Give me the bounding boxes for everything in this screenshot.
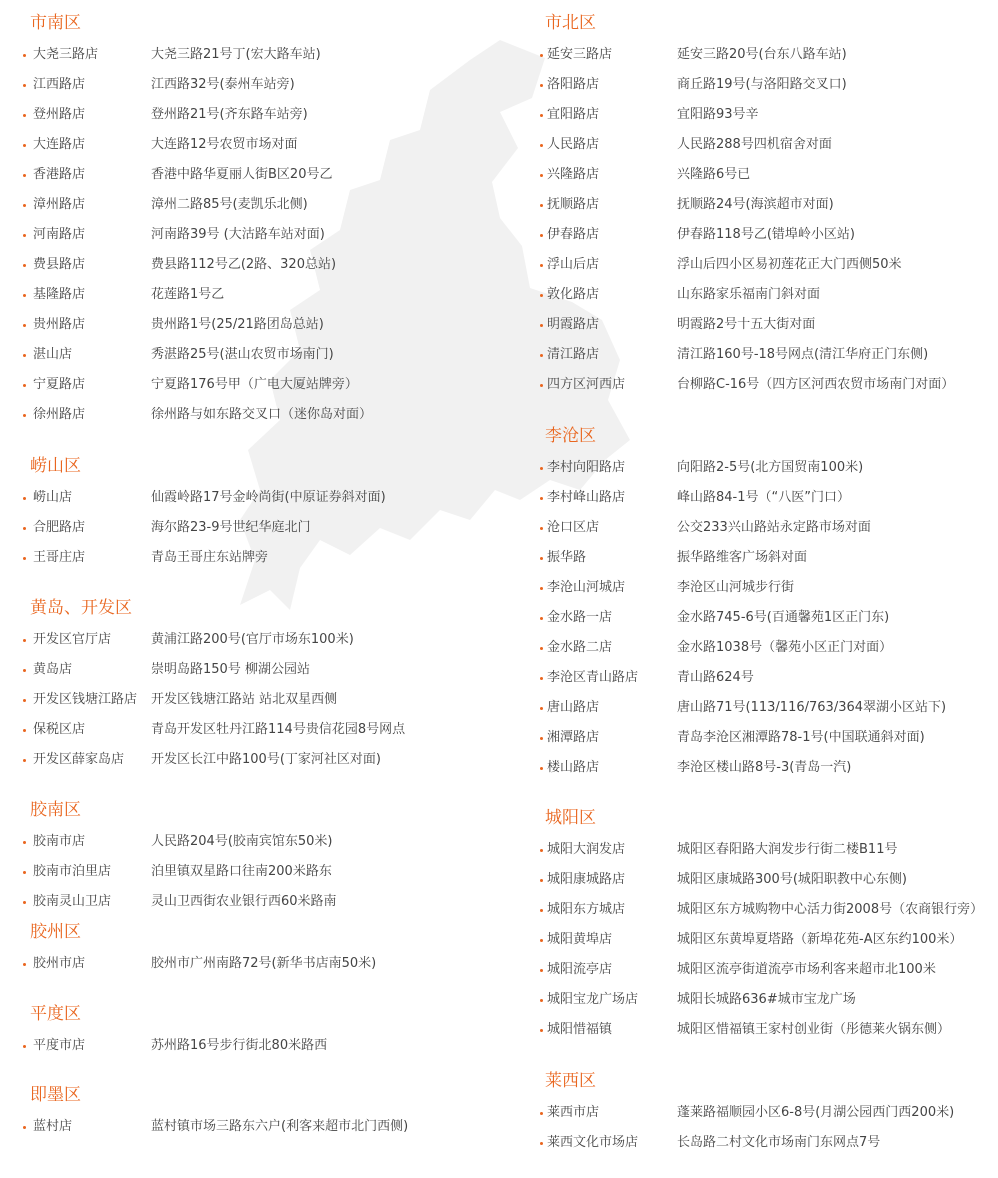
bullet-dot-icon [540,384,543,387]
store-item [0,543,500,573]
store-name: 河南路店 [33,227,86,242]
store-address: 峰山路84-1号（“八医”门口） [677,490,850,505]
store-list [0,949,500,979]
store-name: 清江路店 [547,347,600,362]
bullet-dot-icon [23,204,26,207]
district-title: 胶州区 [30,922,81,942]
store-address: 青岛开发区牡丹江路114号贵信花园8号网点 [151,722,406,737]
bullet-dot-icon [540,264,543,267]
store-item [0,949,500,979]
bullet-dot-icon [23,264,26,267]
store-address: 费县路112号乙(2路、320总站) [151,257,337,272]
bullet-dot-icon [23,114,26,117]
store-item [0,310,500,340]
store-address: 胶州市广州南路72号(新华书店南50米) [151,956,377,971]
bullet-dot-icon [540,174,543,177]
district-block [516,425,998,783]
store-item [0,160,500,190]
store-item [516,340,998,370]
store-address: 登州路21号(齐东路车站旁) [151,107,308,122]
store-name: 江西路店 [33,77,86,92]
store-address: 仙霞岭路17号金岭尚街(中原证券斜对面) [151,490,386,505]
store-address: 人民路204号(胶南宾馆东50米) [151,834,333,849]
store-list [516,453,998,783]
store-item [516,370,998,400]
store-address: 贵州路1号(25/21路团岛总站) [151,317,324,332]
store-item [516,835,998,865]
store-name: 大尧三路店 [33,47,99,62]
store-address: 金水路1038号（馨苑小区正门对面） [677,640,893,655]
district-title: 市北区 [545,13,596,33]
bullet-dot-icon [540,909,543,912]
bullet-dot-icon [540,879,543,882]
store-name: 胶州市店 [33,956,86,971]
store-address: 振华路维客广场斜对面 [677,550,808,565]
store-name: 李沧区青山路店 [547,670,639,685]
store-address: 河南路39号 (大沽路车站对面) [151,227,325,242]
store-name: 抚顺路店 [547,197,600,212]
store-address: 开发区钱塘江路站 站北双星西侧 [151,692,338,707]
bullet-dot-icon [540,557,543,560]
store-address: 江西路32号(泰州车站旁) [151,77,295,92]
district-block [0,455,500,573]
store-address: 宜阳路93号辛 [677,107,759,122]
bullet-dot-icon [23,144,26,147]
bullet-dot-icon [23,901,26,904]
store-item [0,130,500,160]
store-address: 山东路家乐福南门斜对面 [677,287,821,302]
store-item [516,573,998,603]
bullet-dot-icon [23,639,26,642]
district-title: 即墨区 [30,1085,81,1105]
bullet-dot-icon [23,354,26,357]
store-name: 开发区官厅店 [33,632,112,647]
district-block [0,799,500,917]
store-name: 宁夏路店 [33,377,86,392]
bullet-dot-icon [23,174,26,177]
store-item [516,130,998,160]
store-item [0,250,500,280]
store-address: 城阳区惜福镇王家村创业街（彤德莱火锅东侧） [677,1022,951,1037]
store-address: 漳州二路85号(麦凯乐北侧) [151,197,308,212]
bullet-dot-icon [540,114,543,117]
store-name: 振华路 [547,550,587,565]
store-name: 合肥路店 [33,520,86,535]
store-address: 城阳区东方城购物中心活力街2008号（农商银行旁） [677,902,984,917]
store-address: 大连路12号农贸市场对面 [151,137,298,152]
store-item [0,220,500,250]
store-item [516,925,998,955]
store-name: 王哥庄店 [33,550,86,565]
store-address: 浮山后四小区易初莲花正大门西侧50米 [677,257,902,272]
district-block [516,807,998,1045]
store-name: 香港路店 [33,167,86,182]
store-address: 开发区长江中路100号(丁家河社区对面) [151,752,381,767]
store-name: 人民路店 [547,137,600,152]
bullet-dot-icon [540,204,543,207]
store-item [516,985,998,1015]
store-item [0,887,500,917]
store-name: 李村峰山路店 [547,490,626,505]
district-title: 城阳区 [545,808,596,828]
bullet-dot-icon [540,767,543,770]
store-item [516,40,998,70]
store-address: 商丘路19号(与洛阳路交叉口) [677,77,847,92]
store-address: 城阳区康城路300号(城阳职教中心东侧) [677,872,907,887]
bullet-dot-icon [540,527,543,530]
bullet-dot-icon [540,677,543,680]
store-name: 胶南市店 [33,834,86,849]
store-item [0,745,500,775]
store-item [0,827,500,857]
store-address: 城阳区东黄埠夏塔路（新埠花苑-A区东约100米） [677,932,963,947]
store-name: 黄岛店 [33,662,73,677]
district-block [0,597,500,775]
store-item [516,895,998,925]
district-block [0,12,500,430]
store-item [0,857,500,887]
district-title: 黄岛、开发区 [30,598,132,618]
store-item [516,723,998,753]
store-list [0,1031,500,1061]
store-item [516,955,998,985]
store-list [516,40,998,400]
store-name: 胶南灵山卫店 [33,894,112,909]
store-item [516,280,998,310]
store-list [516,835,998,1045]
bullet-dot-icon [540,354,543,357]
store-item [516,100,998,130]
store-name: 李村向阳路店 [547,460,626,475]
store-name: 基隆路店 [33,287,86,302]
store-item [0,1031,500,1061]
store-list [0,40,500,430]
store-item [516,865,998,895]
bullet-dot-icon [540,617,543,620]
bullet-dot-icon [540,467,543,470]
bullet-dot-icon [540,1029,543,1032]
store-name: 保税区店 [33,722,86,737]
bullet-dot-icon [23,54,26,57]
store-address: 延安三路20号(台东八路车站) [677,47,847,62]
store-item [516,1015,998,1045]
store-item [516,543,998,573]
bullet-dot-icon [23,669,26,672]
store-address: 蓝村镇市场三路东六户(利客来超市北门西侧) [151,1119,409,1134]
store-name: 明霞路店 [547,317,600,332]
bullet-dot-icon [540,969,543,972]
store-item [0,190,500,220]
store-name: 浮山后店 [547,257,600,272]
store-name: 城阳东方城店 [547,902,626,917]
store-name: 大连路店 [33,137,86,152]
store-name: 唐山路店 [547,700,600,715]
bullet-dot-icon [23,497,26,500]
bullet-dot-icon [540,497,543,500]
district-title: 李沧区 [545,426,596,446]
bullet-dot-icon [540,84,543,87]
store-item [516,1098,998,1128]
store-item [0,370,500,400]
store-name: 宜阳路店 [547,107,600,122]
bullet-dot-icon [23,234,26,237]
bullet-dot-icon [23,759,26,762]
store-address: 长岛路二村文化市场南门东网点7号 [677,1135,881,1150]
store-item [516,663,998,693]
bullet-dot-icon [23,414,26,417]
store-address: 黄浦江路200号(官厅市场东100米) [151,632,354,647]
store-name: 漳州路店 [33,197,86,212]
bullet-dot-icon [23,557,26,560]
store-name: 徐州路店 [33,407,86,422]
bullet-dot-icon [23,384,26,387]
store-address: 青岛王哥庄东站牌旁 [151,550,269,565]
store-address: 泊里镇双星路口往南200米路东 [151,864,332,879]
store-address: 向阳路2-5号(北方国贸南100米) [677,460,864,475]
store-list [0,625,500,775]
store-address: 蓬莱路福顺园小区6-8号(月湖公园西门西200米) [677,1105,955,1120]
store-address: 灵山卫西街农业银行西60米路南 [151,894,337,909]
store-item [0,483,500,513]
store-address: 崇明岛路150号 柳湖公园站 [151,662,310,677]
store-item [0,280,500,310]
store-name: 金水路一店 [547,610,613,625]
store-name: 兴隆路店 [547,167,600,182]
bullet-dot-icon [540,1142,543,1145]
store-address: 人民路288号四机宿舍对面 [677,137,832,152]
store-address: 青岛李沧区湘潭路78-1号(中国联通斜对面) [677,730,925,745]
store-item [516,693,998,723]
store-name: 莱西市店 [547,1105,600,1120]
store-address: 唐山路71号(113/116/763/364翠湖小区站下) [677,700,947,715]
store-name: 莱西文化市场店 [547,1135,639,1150]
bullet-dot-icon [23,84,26,87]
store-item [516,753,998,783]
store-name: 沧口区店 [547,520,600,535]
store-item [0,625,500,655]
district-block [516,12,998,400]
store-name: 贵州路店 [33,317,86,332]
district-title: 平度区 [30,1004,81,1024]
district-title: 胶南区 [30,800,81,820]
store-address: 宁夏路176号甲（广电大厦站牌旁） [151,377,358,392]
bullet-dot-icon [540,849,543,852]
store-address: 李沧区山河城步行街 [677,580,795,595]
store-address: 公交233兴山路站永定路市场对面 [677,520,871,535]
store-address: 香港中路华夏丽人街B区20号乙 [151,167,333,182]
district-title: 崂山区 [30,456,81,476]
bullet-dot-icon [540,54,543,57]
store-address: 城阳长城路636#城市宝龙广场 [677,992,856,1007]
store-name: 湘潭路店 [547,730,600,745]
bullet-dot-icon [540,1112,543,1115]
store-name: 费县路店 [33,257,86,272]
district-block [0,1003,500,1061]
district-block [516,1070,998,1158]
bullet-dot-icon [540,647,543,650]
store-address: 秀湛路25号(湛山农贸市场南门) [151,347,334,362]
store-name: 城阳康城路店 [547,872,626,887]
store-item [0,1112,500,1142]
store-list [0,1112,500,1142]
store-item [516,160,998,190]
store-item [0,513,500,543]
bullet-dot-icon [23,699,26,702]
store-address: 城阳区流亭街道流亭市场利客来超市北100米 [677,962,936,977]
store-item [516,453,998,483]
store-item [516,483,998,513]
bullet-dot-icon [540,707,543,710]
store-address: 花莲路1号乙 [151,287,225,302]
district-block [0,921,500,979]
store-address: 清江路160号-18号网点(清江华府正门东侧) [677,347,929,362]
store-item [0,400,500,430]
bullet-dot-icon [23,527,26,530]
store-name: 敦化路店 [547,287,600,302]
store-address: 伊春路118号乙(错埠岭小区站) [677,227,855,242]
store-item [0,70,500,100]
store-name: 湛山店 [33,347,73,362]
store-address: 抚顺路24号(海滨超市对面) [677,197,834,212]
store-name: 胶南市泊里店 [33,864,112,879]
store-name: 开发区钱塘江路店 [33,692,138,707]
store-item [0,655,500,685]
store-item [516,1128,998,1158]
store-name: 城阳惜福镇 [547,1022,613,1037]
store-name: 城阳黄埠店 [547,932,613,947]
district-block [0,1084,500,1142]
store-name: 城阳流亭店 [547,962,613,977]
store-address: 苏州路16号步行街北80米路西 [151,1038,328,1053]
store-item [516,633,998,663]
store-address: 明霞路2号十五大街对面 [677,317,816,332]
store-name: 延安三路店 [547,47,613,62]
store-name: 城阳大润发店 [547,842,626,857]
store-name: 李沧山河城店 [547,580,626,595]
store-list [516,1098,998,1158]
store-address: 城阳区春阳路大润发步行街二楼B11号 [677,842,898,857]
store-item [0,40,500,70]
store-name: 四方区河西店 [547,377,626,392]
store-name: 开发区薛家岛店 [33,752,125,767]
bullet-dot-icon [23,1045,26,1048]
store-address: 徐州路与如东路交叉口（迷你岛对面） [151,407,373,422]
store-item [516,220,998,250]
store-item [0,100,500,130]
store-name: 登州路店 [33,107,86,122]
store-name: 洛阳路店 [547,77,600,92]
bullet-dot-icon [23,294,26,297]
bullet-dot-icon [540,324,543,327]
store-address: 金水路745-6号(百通馨苑1区正门东) [677,610,890,625]
store-name: 崂山店 [33,490,73,505]
bullet-dot-icon [540,587,543,590]
store-address: 青山路624号 [677,670,754,685]
bullet-dot-icon [540,234,543,237]
bullet-dot-icon [540,939,543,942]
store-address: 李沧区楼山路8号-3(青岛一汽) [677,760,852,775]
bullet-dot-icon [540,294,543,297]
store-address: 大尧三路21号丁(宏大路车站) [151,47,321,62]
store-item [516,310,998,340]
bullet-dot-icon [23,963,26,966]
bullet-dot-icon [23,1126,26,1129]
store-item [516,513,998,543]
store-name: 伊春路店 [547,227,600,242]
store-list [0,827,500,917]
store-address: 海尔路23-9号世纪华庭北门 [151,520,311,535]
bullet-dot-icon [23,871,26,874]
store-item [516,250,998,280]
bullet-dot-icon [23,324,26,327]
store-name: 楼山路店 [547,760,600,775]
bullet-dot-icon [23,841,26,844]
district-title: 市南区 [30,13,81,33]
store-item [0,685,500,715]
district-title: 莱西区 [545,1071,596,1091]
bullet-dot-icon [540,999,543,1002]
store-name: 城阳宝龙广场店 [547,992,639,1007]
bullet-dot-icon [23,729,26,732]
store-item [516,603,998,633]
store-name: 平度市店 [33,1038,86,1053]
store-name: 金水路二店 [547,640,613,655]
store-item [516,70,998,100]
bullet-dot-icon [540,737,543,740]
store-item [0,715,500,745]
store-name: 蓝村店 [33,1119,73,1134]
bullet-dot-icon [540,144,543,147]
store-list [0,483,500,573]
store-address: 台柳路C-16号（四方区河西农贸市场南门对面） [677,377,955,392]
store-item [0,340,500,370]
store-item [516,190,998,220]
store-address: 兴隆路6号已 [677,167,751,182]
